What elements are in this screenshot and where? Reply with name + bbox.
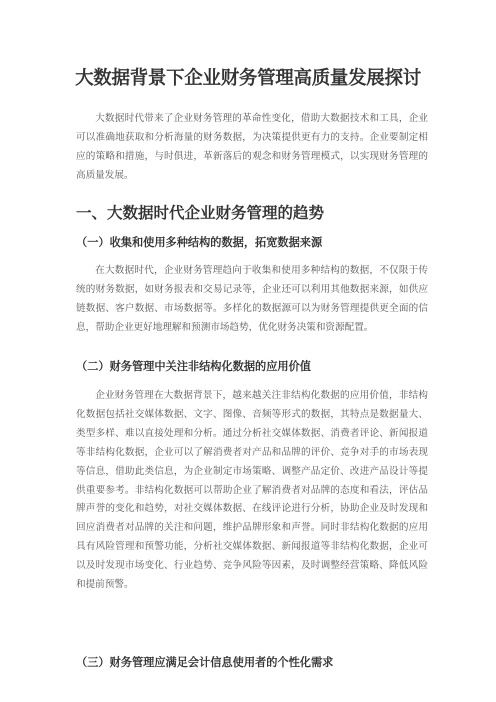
section-heading: 一、大数据时代企业财务管理的趋势 xyxy=(76,204,325,222)
subsection-2-paragraph: 企业财务管理在大数据背景下，越来越关注非结构化数据的应用价值，非结构化数据包括社交媒体数据、文字、图像、音频等形式的数据，其特点是数据量大、类型多样、难以直接处理和分析。通过分析社交媒体数据、消费者评论、新闻报道等非结构化数据，企业可以了解消费者对产品和品牌的评价、竞争对手的市场表现等信息，借助此类信息，为企业制定市场策略、调整产品定价、改进产品设计等提供重要参考。非结构化数据可以帮助企业了解消费者对品牌的态度和看法，评估品牌声誉的变化和趋势，对社交媒体数据、在线评论进行分析，协助企业及时发现和回应消费者对品牌的关注和问题，维护品牌形象和声誉。同时非结构化数据的应用具有风险管理和预警功能，分析社交媒体数据、新闻报道等非结构化数据，企业可以及时发现市场变化、行业趋势、竞争风险等因素，及时调整经营策略、降低风险和提前预警。 xyxy=(76,390,428,591)
subsection-heading-2: （二）财务管理中关注非结构化数据的应用价值 xyxy=(76,360,311,373)
subsection-heading-1: （一）收集和使用多种结构的数据，拓宽数据来源 xyxy=(76,236,323,249)
subsection-heading-3: （三）财务管理应满足会计信息使用者的个性化需求 xyxy=(76,656,334,669)
document-title: 大数据背景下企业财务管理高质量发展探讨 xyxy=(75,68,421,89)
subsection-1-paragraph: 在大数据时代，企业财务管理趋向于收集和使用多种结构的数据，不仅限于传统的财务数据，如财务报表和交易记录等，企业还可以利用其他数据来源，如供应链数据、客户数据、市场数据等。多样化的数据源可以为财务管理提供更全面的信息，帮助企业更好地理解和预测市场趋势，优化财务决策和资源配置。 xyxy=(76,265,428,333)
intro-paragraph: 大数据时代带来了企业财务管理的革命性变化，借助大数据技术和工具，企业可以准确地获取和分析海量的财务数据，为决策提供更有力的支持。企业要制定相应的策略和措施，与时俱进，革新落后的观念和财务管理模式，以实现财务管理的高质量发展。 xyxy=(76,113,428,181)
